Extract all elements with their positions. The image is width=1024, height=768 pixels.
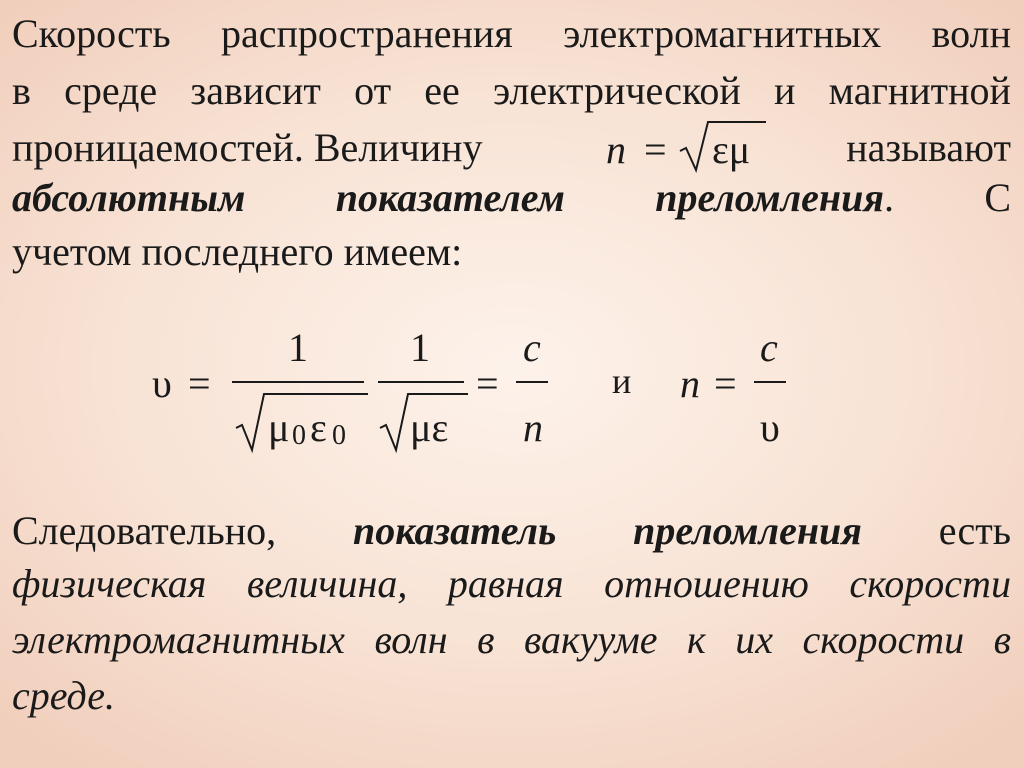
fraction-bar-3 xyxy=(516,381,548,383)
formula-refractive-index xyxy=(600,118,780,178)
text-line-4 xyxy=(12,174,1011,222)
word: ее xyxy=(424,68,460,113)
word: величина, xyxy=(246,561,408,606)
text-line-4-end: С xyxy=(984,175,1011,220)
text-line-9 xyxy=(12,672,1011,720)
formula-v-den1-sub2: 0 xyxy=(332,420,346,451)
word: отношению xyxy=(604,561,809,606)
term-refraction: преломления xyxy=(655,175,884,220)
formula-n2-num: c xyxy=(760,325,778,370)
text-line-6-w1: Следовательно, xyxy=(12,508,277,553)
formula-v-den1-sub1: 0 xyxy=(292,420,306,451)
term-refraction-2: преломления xyxy=(633,508,862,553)
formula-v-den3: n xyxy=(523,405,543,450)
text-line-5-content: учетом последнего имеем: xyxy=(12,229,463,274)
text-line-9-content: среде. xyxy=(12,673,115,718)
word: электромагнитных xyxy=(563,11,882,56)
word: физическая xyxy=(12,561,207,606)
formula-n-radicand: εμ xyxy=(712,127,751,172)
formula-v-den2: με xyxy=(410,405,449,450)
text-line-7 xyxy=(12,560,1011,608)
word: равная xyxy=(447,561,564,606)
formula-speed xyxy=(150,320,570,460)
conjunction-and: и xyxy=(612,361,632,401)
formula-v-eq2: = xyxy=(476,361,499,406)
word: и xyxy=(774,68,796,113)
text-line-6 xyxy=(12,507,1011,555)
word: электромагнитных xyxy=(12,617,345,662)
formula-v-num1: 1 xyxy=(288,325,308,370)
word: электрической xyxy=(492,68,741,113)
formula-v-eq1: = xyxy=(188,361,211,406)
word: в xyxy=(12,68,31,113)
text-line-1 xyxy=(12,10,1011,58)
formula-n2-eq: = xyxy=(714,361,737,406)
formula-v-den1-eps: ε xyxy=(310,405,327,450)
formula-n-eq: = xyxy=(644,127,667,172)
formula-n2-lhs: n xyxy=(680,361,700,406)
text-line-3-start: проницаемостей. Величину xyxy=(12,125,483,170)
formula-v-num3: c xyxy=(523,325,541,370)
word: зависит xyxy=(190,68,321,113)
text-line-5 xyxy=(12,228,1011,276)
formula-v-lhs: υ xyxy=(152,361,172,406)
word: скорости xyxy=(849,561,1011,606)
word: к xyxy=(687,617,706,662)
word: их xyxy=(735,617,774,662)
fraction-bar-4 xyxy=(754,381,786,383)
term-absolute: абсолютным xyxy=(12,175,246,220)
word: скорости xyxy=(802,617,965,662)
text-line-3-end: называют xyxy=(846,125,1011,170)
term-dot: . xyxy=(883,175,894,220)
formula-v-num2: 1 xyxy=(410,325,430,370)
word: волн xyxy=(374,617,448,662)
formula-n-lhs: n xyxy=(606,127,626,172)
word: магнитной xyxy=(828,68,1011,113)
word: среде xyxy=(64,68,158,113)
word: вакууме xyxy=(523,617,658,662)
formula-n2-den: υ xyxy=(760,405,780,450)
formula-index-ratio xyxy=(676,320,806,460)
word: распространения xyxy=(220,11,513,56)
text-line-6-w4: есть xyxy=(938,508,1011,553)
fraction-bar-1 xyxy=(232,381,364,383)
term-index: показателем xyxy=(335,175,565,220)
word: Скорость xyxy=(12,11,171,56)
text-line-8 xyxy=(12,616,1011,664)
word: в xyxy=(477,617,495,662)
fraction-bar-2 xyxy=(378,381,464,383)
word: в xyxy=(993,617,1011,662)
term-refraction-wrap xyxy=(655,174,894,222)
text-line-3 xyxy=(12,124,1011,172)
word: от xyxy=(354,68,392,113)
formula-v-den1-mu: μ xyxy=(268,405,290,450)
word: волн xyxy=(931,11,1011,56)
text-line-2 xyxy=(12,67,1011,115)
term-index-2: показатель xyxy=(353,508,557,553)
